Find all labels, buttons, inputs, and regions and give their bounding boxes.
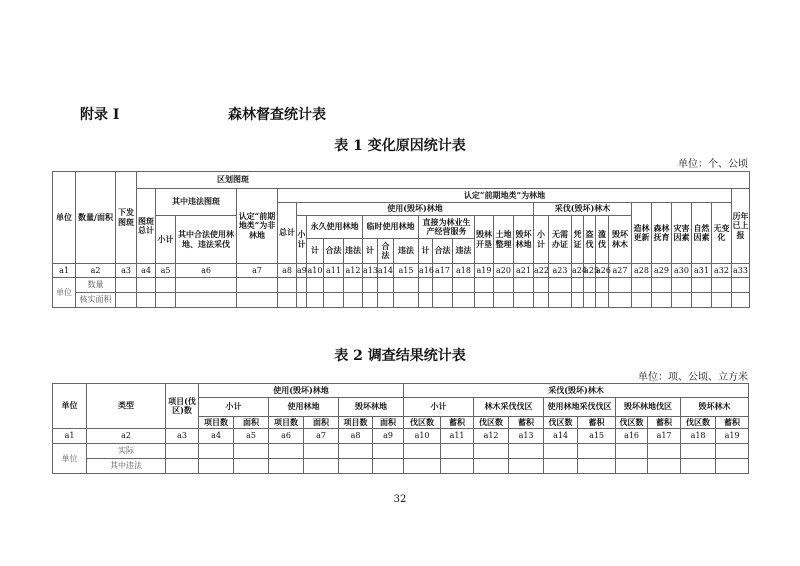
col-area: 面积 (234, 417, 269, 429)
code-cell: a26 (596, 264, 609, 278)
data-cell[interactable] (269, 444, 304, 459)
data-cell[interactable] (339, 444, 373, 459)
col-cut-trees: 采伐(毁坏)林木 (404, 384, 749, 398)
data-cell[interactable] (475, 278, 494, 293)
col-legal: 合法 (433, 239, 453, 264)
data-cell[interactable] (237, 293, 278, 308)
data-cell[interactable] (632, 293, 652, 308)
col-legal: 合法 (324, 239, 344, 264)
data-cell[interactable] (234, 459, 269, 474)
col-issued: 下发图斑 (116, 172, 137, 264)
code-cell: a1 (53, 429, 87, 444)
data-cell[interactable] (692, 278, 712, 293)
col-proj: 项目数 (339, 417, 373, 429)
data-cell[interactable] (433, 293, 453, 308)
code-cell: a28 (632, 264, 652, 278)
data-cell[interactable] (404, 459, 441, 474)
code-cell: a1 (53, 264, 76, 278)
data-cell[interactable] (616, 444, 648, 459)
data-cell[interactable] (534, 278, 549, 293)
data-cell[interactable] (304, 459, 339, 474)
col-ji: 计 (307, 239, 324, 264)
col-use: 使用林地 (269, 398, 339, 417)
col-reported: 历年已上报 (732, 189, 750, 264)
code-cell: a4 (137, 264, 156, 278)
data-cell[interactable] (137, 278, 156, 293)
code-cell: a3 (166, 429, 199, 444)
data-cell[interactable] (199, 459, 234, 474)
col-afforest: 造林更新 (632, 203, 652, 264)
row-label: 核实面积 (76, 293, 116, 308)
col-tending: 森林抚育 (652, 203, 672, 264)
data-cell[interactable] (716, 459, 749, 474)
data-cell[interactable] (433, 278, 453, 293)
data-cell[interactable] (549, 278, 572, 293)
code-cell: a16 (616, 429, 648, 444)
row-label: 实际 (87, 444, 166, 459)
code-cell: a11 (324, 264, 344, 278)
code-cell: a12 (344, 264, 363, 278)
col-volume: 蓄积 (441, 417, 474, 429)
code-cell: a11 (441, 429, 474, 444)
data-cell[interactable] (363, 293, 378, 308)
code-cell: a18 (681, 429, 716, 444)
data-cell[interactable] (509, 459, 544, 474)
code-cell: a27 (609, 264, 632, 278)
col-natural: 自然因素 (692, 203, 712, 264)
row-unit: 单位 (53, 444, 87, 474)
col-illegal: 违法 (394, 239, 419, 264)
col-zones: 伐区数 (544, 417, 578, 429)
code-cell: a17 (433, 264, 453, 278)
data-cell[interactable] (648, 459, 681, 474)
data-cell[interactable] (672, 278, 692, 293)
data-cell[interactable] (344, 278, 363, 293)
col-proj: 项目数 (199, 417, 234, 429)
data-cell[interactable] (712, 278, 732, 293)
data-cell[interactable] (609, 293, 632, 308)
col-volume: 蓄积 (578, 417, 616, 429)
data-cell[interactable] (278, 278, 297, 293)
table2-caption: 表 2 调查结果统计表 (334, 348, 466, 364)
data-cell[interactable] (716, 444, 749, 459)
code-cell: a24 (572, 264, 584, 278)
table2-unit: 单位：项、公顷、立方米 (638, 372, 748, 383)
col-cut-subtotal: 小计 (534, 216, 549, 264)
appendix-label: 附录 I (80, 107, 120, 123)
code-cell: a29 (652, 264, 672, 278)
data-cell[interactable] (681, 444, 716, 459)
col-damage-trees: 毁坏林木 (681, 398, 749, 417)
data-cell[interactable] (578, 444, 616, 459)
col-subtotal: 小计 (404, 398, 474, 417)
col-direct: 直接为林业生产经营服务 (419, 216, 475, 239)
data-cell[interactable] (378, 278, 394, 293)
data-cell[interactable] (509, 444, 544, 459)
data-cell[interactable] (648, 444, 681, 459)
data-cell[interactable] (324, 278, 344, 293)
data-cell[interactable] (732, 278, 750, 293)
col-use-subtotal: 小计 (297, 216, 307, 264)
code-cell: a7 (237, 264, 278, 278)
data-cell[interactable] (373, 459, 404, 474)
data-cell[interactable] (304, 444, 339, 459)
col-illegal: 违法 (344, 239, 363, 264)
code-cell: a19 (716, 429, 749, 444)
data-cell[interactable] (237, 278, 278, 293)
col-non-forest: 认定“前期地类”为非林地 (237, 189, 278, 264)
data-cell[interactable] (453, 293, 475, 308)
col-area: 面积 (373, 417, 404, 429)
code-cell: a10 (404, 429, 441, 444)
col-zones: 伐区数 (616, 417, 648, 429)
code-cell: a14 (378, 264, 394, 278)
data-cell[interactable] (584, 293, 596, 308)
data-cell[interactable] (494, 278, 514, 293)
row-unit: 单位 (53, 278, 76, 308)
code-cell: a15 (394, 264, 419, 278)
col-qty-area: 数量/面积 (76, 172, 116, 264)
data-cell[interactable] (116, 278, 137, 293)
col-legal: 合法 (378, 239, 394, 264)
col-illegal: 其中违法图斑 (156, 189, 237, 216)
code-cell: a2 (76, 264, 116, 278)
col-cut-trees: 采伐(毁坏)林木 (534, 203, 632, 216)
data-cell[interactable] (441, 459, 474, 474)
data-cell[interactable] (474, 459, 509, 474)
code-cell: a17 (648, 429, 681, 444)
col-ji: 计 (363, 239, 378, 264)
code-cell: a5 (156, 264, 176, 278)
col-damage-land: 毁坏林地 (339, 398, 404, 417)
data-cell[interactable] (514, 278, 534, 293)
code-cell: a25 (584, 264, 596, 278)
code-cell: a23 (549, 264, 572, 278)
data-cell[interactable] (584, 278, 596, 293)
data-cell[interactable] (544, 459, 578, 474)
data-cell[interactable] (373, 444, 404, 459)
col-type: 类型 (87, 384, 166, 429)
col-illegal: 违法 (453, 239, 475, 264)
data-cell[interactable] (324, 293, 344, 308)
col-damage-zone: 毁坏林地伐区 (616, 398, 681, 417)
code-cell: a9 (297, 264, 307, 278)
code-cell: a6 (176, 264, 237, 278)
col-proj: 项目数 (269, 417, 304, 429)
data-cell[interactable] (156, 293, 176, 308)
data-cell[interactable] (278, 293, 297, 308)
code-cell: a21 (514, 264, 534, 278)
code-row (53, 429, 749, 444)
code-cell: a14 (544, 429, 578, 444)
code-cell: a33 (732, 264, 750, 278)
col-illegal-subtotal: 小计 (156, 216, 176, 264)
data-cell[interactable] (672, 293, 692, 308)
code-cell: a8 (339, 429, 373, 444)
data-cell[interactable] (572, 293, 584, 308)
code-cell: a13 (509, 429, 544, 444)
data-cell[interactable] (534, 293, 549, 308)
data-cell[interactable] (572, 278, 584, 293)
col-theft: 盗伐 (584, 216, 596, 264)
code-cell: a7 (304, 429, 339, 444)
code-cell: a15 (578, 429, 616, 444)
col-unit: 单位 (53, 172, 76, 264)
table-row (53, 444, 749, 459)
page-number: 32 (393, 494, 407, 505)
col-zoned: 区划图斑 (137, 172, 750, 189)
data-cell[interactable] (419, 278, 433, 293)
col-temporary: 临时使用林地 (363, 216, 419, 239)
col-forest: 认定“前期地类”为林地 (278, 189, 732, 203)
col-use-land: 使用(毁坏)林地 (297, 203, 534, 216)
code-cell: a22 (534, 264, 549, 278)
code-cell: a5 (234, 429, 269, 444)
code-cell: a30 (672, 264, 692, 278)
data-cell[interactable] (394, 293, 419, 308)
data-cell[interactable] (681, 459, 716, 474)
col-damage-land: 毁坏林地 (514, 216, 534, 264)
table1-unit: 单位：个、公顷 (678, 159, 748, 170)
col-area: 面积 (304, 417, 339, 429)
col-reclaim: 毁林开垦 (475, 216, 494, 264)
col-use-harvest: 使用林地采伐伐区 (544, 398, 616, 417)
data-cell[interactable] (453, 278, 475, 293)
col-volume: 蓄积 (509, 417, 544, 429)
data-cell[interactable] (692, 293, 712, 308)
data-cell[interactable] (441, 444, 474, 459)
data-cell[interactable] (234, 444, 269, 459)
col-permanent: 永久使用林地 (307, 216, 363, 239)
data-cell[interactable] (596, 278, 609, 293)
data-cell[interactable] (596, 293, 609, 308)
data-cell[interactable] (307, 293, 324, 308)
code-cell: a2 (87, 429, 166, 444)
data-cell[interactable] (475, 293, 494, 308)
col-legal-use: 其中合法使用林地、违法采伐 (176, 216, 237, 264)
data-cell[interactable] (549, 293, 572, 308)
code-cell: a10 (307, 264, 324, 278)
code-cell: a18 (453, 264, 475, 278)
data-cell[interactable] (732, 293, 750, 308)
data-cell[interactable] (137, 293, 156, 308)
col-zones: 伐区数 (404, 417, 441, 429)
code-cell: a32 (712, 264, 732, 278)
survey-result-table (52, 383, 749, 474)
data-cell[interactable] (199, 444, 234, 459)
row-label: 其中违法 (87, 459, 166, 474)
col-zones: 伐区数 (681, 417, 716, 429)
col-zones: 伐区数 (474, 417, 509, 429)
data-cell[interactable] (378, 293, 394, 308)
col-excess: 滥伐 (596, 216, 609, 264)
data-cell[interactable] (494, 293, 514, 308)
data-cell[interactable] (297, 278, 307, 293)
data-cell[interactable] (297, 293, 307, 308)
data-cell[interactable] (339, 459, 373, 474)
col-damage-trees: 毁坏林木 (609, 216, 632, 264)
data-cell[interactable] (474, 444, 509, 459)
data-cell[interactable] (404, 444, 441, 459)
data-cell[interactable] (616, 459, 648, 474)
data-cell[interactable] (176, 293, 237, 308)
data-cell[interactable] (166, 444, 199, 459)
data-cell[interactable] (609, 278, 632, 293)
col-ji: 计 (419, 239, 433, 264)
data-cell[interactable] (578, 459, 616, 474)
code-cell: a8 (278, 264, 297, 278)
table-row (53, 293, 750, 308)
data-cell[interactable] (394, 278, 419, 293)
row-label: 数量 (76, 278, 116, 293)
col-total-patches: 图斑总计 (137, 189, 156, 264)
document-title: 森林督查统计表 (228, 107, 326, 123)
data-cell[interactable] (176, 278, 237, 293)
table-row (53, 459, 749, 474)
data-cell[interactable] (652, 278, 672, 293)
data-cell[interactable] (307, 278, 324, 293)
code-row (53, 264, 750, 278)
col-count: 项目(伐区)数 (166, 384, 199, 429)
col-permit: 凭证 (572, 216, 584, 264)
col-land: 土地整理 (494, 216, 514, 264)
code-cell: a31 (692, 264, 712, 278)
table1-caption: 表 1 变化原因统计表 (334, 138, 466, 154)
code-cell: a19 (475, 264, 494, 278)
col-harvest: 林木采伐伐区 (474, 398, 544, 417)
col-total: 总计 (278, 203, 297, 264)
data-cell[interactable] (116, 293, 137, 308)
change-reason-table (52, 171, 750, 308)
code-cell: a12 (474, 429, 509, 444)
data-cell[interactable] (156, 278, 176, 293)
code-cell: a9 (373, 429, 404, 444)
table-row (53, 278, 750, 293)
data-cell[interactable] (363, 278, 378, 293)
code-cell: a4 (199, 429, 234, 444)
col-unit: 单位 (53, 384, 87, 429)
col-subtotal: 小计 (199, 398, 269, 417)
data-cell[interactable] (544, 444, 578, 459)
data-cell[interactable] (712, 293, 732, 308)
code-cell: a20 (494, 264, 514, 278)
data-cell[interactable] (344, 293, 363, 308)
data-cell[interactable] (269, 459, 304, 474)
col-nochange: 无变化 (712, 203, 732, 264)
data-cell[interactable] (419, 293, 433, 308)
col-use-land: 使用(毁坏)林地 (199, 384, 404, 398)
code-cell: a3 (116, 264, 137, 278)
data-cell[interactable] (514, 293, 534, 308)
code-cell: a16 (419, 264, 433, 278)
col-volume: 蓄积 (648, 417, 681, 429)
data-cell[interactable] (632, 278, 652, 293)
col-volume: 蓄积 (716, 417, 749, 429)
col-no-permit: 无需办证 (549, 216, 572, 264)
code-cell: a6 (269, 429, 304, 444)
data-cell[interactable] (166, 459, 199, 474)
col-disaster: 灾害因素 (672, 203, 692, 264)
data-cell[interactable] (652, 293, 672, 308)
code-cell: a13 (363, 264, 378, 278)
